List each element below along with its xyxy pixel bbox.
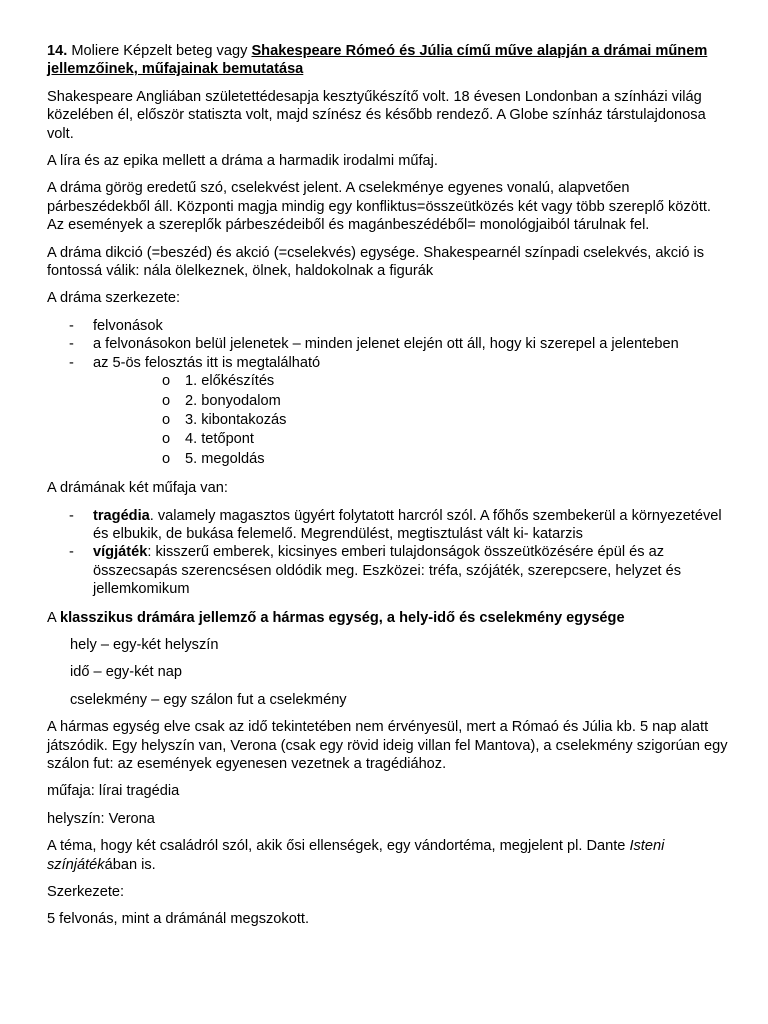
paragraph-genres-intro: A drámának két műfaja van: — [47, 480, 228, 497]
list-item — [47, 335, 728, 353]
list-dash-marker: - — [69, 354, 74, 371]
sublist-item — [139, 372, 728, 391]
paragraph-theme — [47, 837, 728, 874]
paragraph-unity-explanation: A hármas egység elve csak az idő tekintetében nem érvényesül, mert a Rómaó és Júlia kb. 5 nap alatt játszódik. Egy helyszín van, Verona (csak egy rövid ideig villan fel Mantova), a cselekmény szigorúan egy szálon fut: az események egyenesen vezetnek a tragédiához. — [47, 719, 728, 772]
heading-number: 14. — [47, 43, 68, 59]
theme-text-before: A téma, hogy két családról szól, akik ősi ellenségek, egy vándortéma, megjelent pl. Dante — [47, 838, 630, 855]
paragraph-structure-label: Szerkezete: — [47, 884, 125, 901]
paragraph-genre-label: műfaja: lírai tragédia — [47, 783, 180, 800]
sublist-o-marker: o — [162, 450, 171, 467]
list-dash-marker: - — [69, 507, 74, 524]
heading-title: Shakespeare Rómeó és Júlia című műve alapján a drámai műnem jellemzőinek, műfajainak bemutatása — [47, 43, 708, 78]
list-item-text: a felvonásokon belül jelenetek – minden jelenet elején ott áll, hogy ki szerepel a jelenteben — [93, 336, 679, 353]
unity-prefix: A — [47, 609, 60, 626]
unity-action: cselekmény – egy szálon fut a cselekmény — [70, 691, 347, 708]
unity-time: idő – egy-két nap — [70, 664, 182, 681]
heading-plain: Moliere Képzelt beteg vagy — [67, 43, 252, 59]
act-sublist — [93, 372, 728, 469]
list-item-text: felvonások — [93, 317, 163, 334]
sublist-o-marker: o — [162, 392, 171, 409]
paragraph-structure-intro: A dráma szerkezete: — [47, 290, 181, 307]
theme-italic-title: Isteni színjáték — [47, 838, 665, 873]
paragraph-drama-genre: A líra és az epika mellett a dráma a harmadik irodalmi műfaj. — [47, 153, 438, 170]
list-dash-marker: - — [69, 317, 74, 334]
list-item-text: az 5-ös felosztás itt is megtalálható — [93, 354, 321, 371]
paragraph-structure-text: 5 felvonás, mint a drámánál megszokott. — [47, 911, 310, 928]
list-dash-marker: - — [69, 336, 74, 353]
sublist-item-text: 5. megoldás — [185, 450, 265, 467]
list-dash-marker: - — [69, 544, 74, 561]
genre-term-tragedy: tragédia — [93, 507, 150, 524]
list-item — [47, 354, 728, 469]
unity-bold-text: klasszikus drámára jellemző a hármas egység, a hely-idő és cselekmény egysége — [59, 609, 625, 626]
structure-list — [47, 317, 728, 469]
sublist-item-text: 2. bonyodalom — [185, 392, 281, 409]
paragraph-unity-intro — [47, 609, 728, 627]
sublist-item — [139, 411, 728, 430]
sublist-item — [139, 430, 728, 449]
paragraph-drama-definition: A dráma görög eredetű szó, cselekvést jelent. A cselekménye egyenes vonalú, alapvetően párbeszédekből áll. Központi magja mindig egy konfliktus=összeütközés két vagy több szereplő között. Az események a szereplők párbeszédeiből és magánbeszédéből= monológjaiból tárulnak fel. — [47, 180, 711, 234]
theme-text-after: ában is. — [104, 856, 156, 873]
list-item — [47, 317, 728, 335]
sublist-item-text: 1. előkészítés — [185, 373, 275, 390]
sublist-o-marker: o — [162, 411, 171, 428]
sublist-o-marker: o — [162, 373, 171, 390]
paragraph-setting-label: helyszín: Verona — [47, 810, 155, 827]
list-item — [47, 507, 728, 544]
genre-term-comedy: vígjáték — [93, 544, 148, 561]
sublist-item-text: 3. kibontakozás — [185, 411, 287, 428]
genre-description: . valamely magasztos ügyért folytatott harcról szól. A főhős szembekerül a környezetével és elbukik, de bukása felemelő. Megrendülést, megtisztulást vált ki- katarzis — [93, 507, 722, 542]
paragraph-shakespeare-bio: Shakespeare Angliában születettédesapja kesztyűkészítő volt. 18 évesen Londonban a színházi világ közelében él, először statiszta volt, majd színész és később rendező. A Globe színház társtulajdonosa volt. — [47, 88, 706, 142]
sublist-item — [139, 392, 728, 411]
sublist-o-marker: o — [162, 431, 171, 448]
genres-list — [47, 507, 728, 599]
paragraph-diction-action: A dráma dikció (=beszéd) és akció (=cselekvés) egysége. Shakespearnél színpadi cselekvés, akció is fontossá válik: nála ölelkeznek, ölnek, haldokolnak a figurák — [47, 244, 705, 280]
sublist-item-text: 4. tetőpont — [185, 431, 254, 448]
genre-description: : kisszerű emberek, kicsinyes emberi tulajdonságok összeütközésére épül és az összecsapás szerencsésen oldódik meg. Eszközei: tréfa, szójáték, szerepcsere, helyzet és jellemkomikum — [93, 544, 682, 598]
unity-place: hely – egy-két helyszín — [70, 636, 219, 653]
list-item — [47, 543, 728, 598]
sublist-item — [139, 450, 728, 469]
heading — [47, 42, 728, 79]
